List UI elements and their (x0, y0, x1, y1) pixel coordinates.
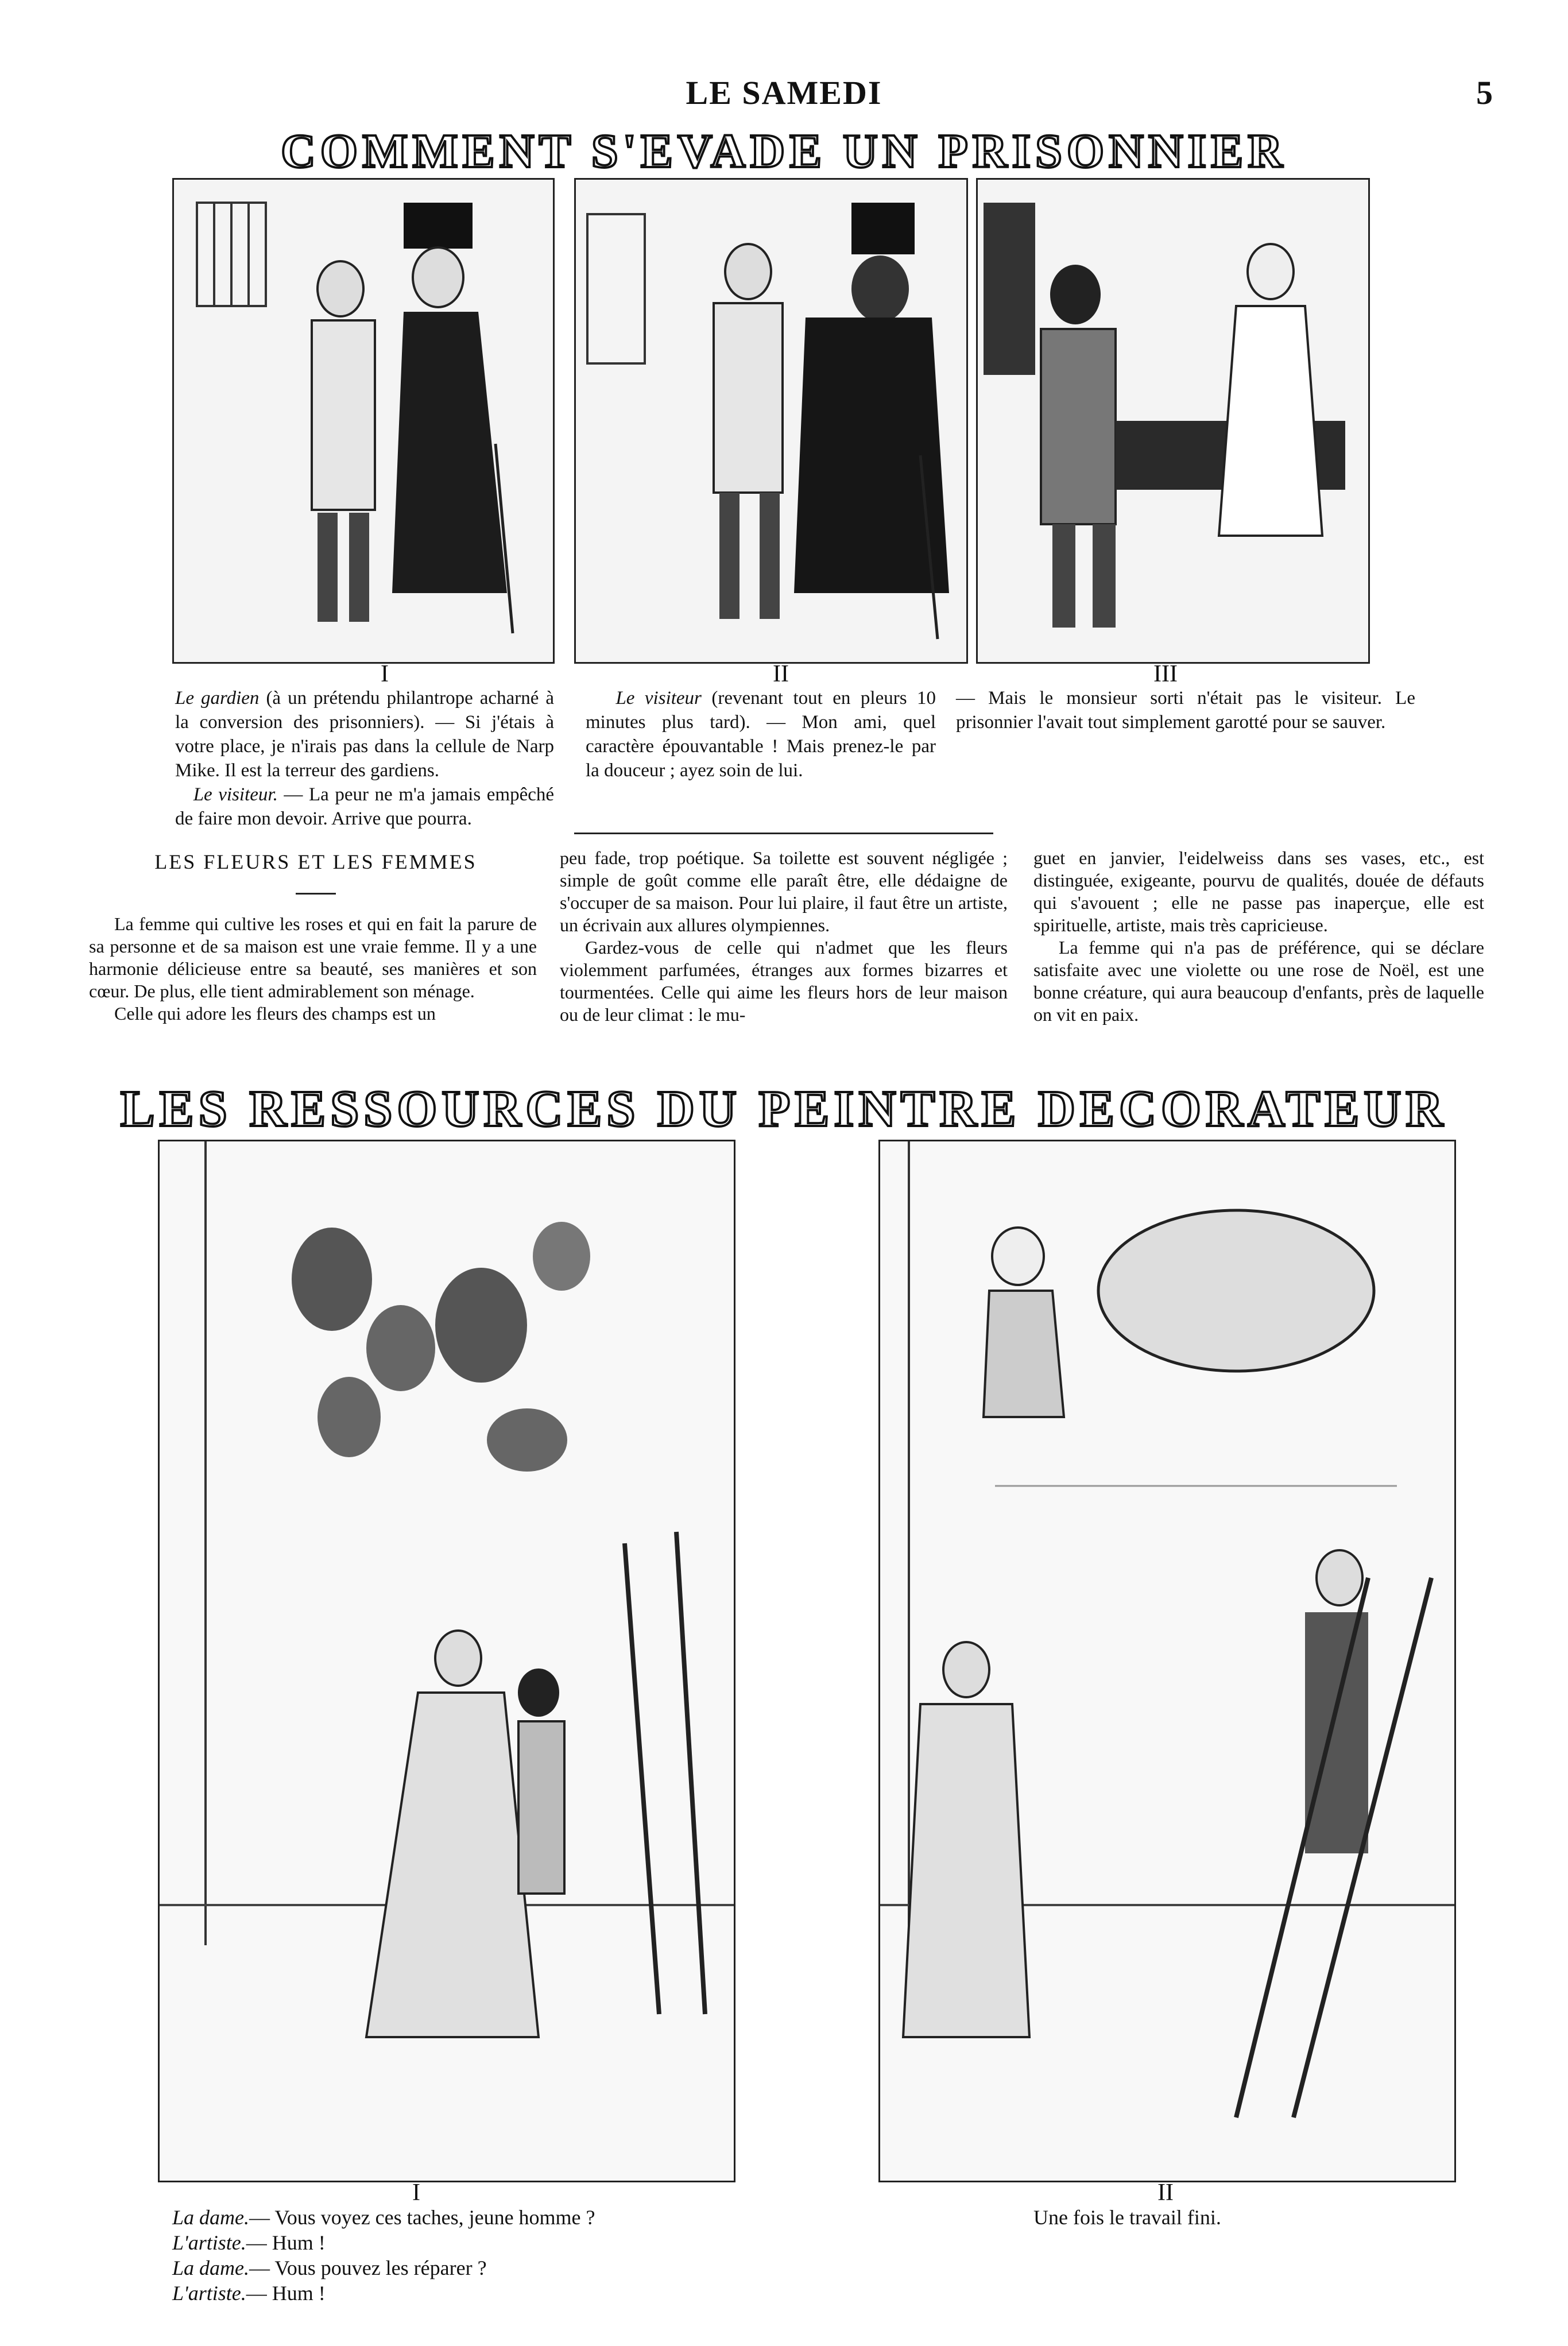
line-text: — Vous pouvez les réparer ? (249, 2256, 487, 2279)
strip1-caption-3 (956, 686, 1415, 734)
speaker-visiteur: Le visiteur (615, 688, 702, 709)
stained-wall-drawing (160, 1141, 734, 2181)
caption-text: — La peur ne m'a jamais empêché de faire mon devoir. Arrive que pourra. (175, 784, 555, 829)
strip2-panel-1-illustration (158, 1140, 735, 2182)
speaker-visiteur: Le visiteur. (193, 784, 278, 805)
masthead: LE SAMEDI (686, 74, 882, 111)
strip2-numeral-2: II (1157, 2179, 1174, 2206)
speaker: La dame. (172, 2206, 249, 2229)
paragraph: peu fade, trop poétique. Sa toilette est souvent négligée ; simple de goût comme elle paraît être, elle dédaigne de s'occuper de sa maison. Pour lui plaire, il faut être un artiste, un écrivain aux allures olympiennes. (560, 847, 1008, 935)
paragraph: La femme qui n'a pas de préférence, qui se déclare satisfaite avec une violette ou une rose de Noël, est une bonne créature, qui aura beaucoup d'enfants, près de laquelle on vit en paix. (1033, 937, 1484, 1025)
paragraph: Celle qui adore les fleurs des champs est un (114, 1003, 436, 1024)
article-column-2 (560, 847, 1008, 1026)
speaker: L'artiste. (172, 2282, 246, 2305)
speaker: La dame. (172, 2256, 249, 2279)
strip1-numeral-2: II (773, 661, 789, 687)
strip1-panel-1-illustration (172, 178, 555, 664)
strip1-caption-2 (586, 686, 936, 783)
title-rule (296, 893, 336, 895)
separator-rule (574, 833, 993, 834)
strip1-title: COMMENT S'EVADE UN PRISONNIER (281, 125, 1287, 178)
strip1-caption-1 (175, 686, 554, 831)
strip2-panel-2-illustration (878, 1140, 1456, 2182)
dialogue-line (172, 2255, 746, 2281)
paragraph: guet en janvier, l'eidelweiss dans ses vases, etc., est distinguée, exigeante, pourvu de qualités, douée de défauts qui s'avouent ; elle ne passe pas inaperçue, elle est spirituelle, artiste, mais très capricieuse. (1033, 847, 1484, 935)
dialogue-line (172, 2230, 746, 2255)
line-text: — Hum ! (246, 2231, 326, 2254)
article-title: LES FLEURS ET LES FEMMES (154, 850, 477, 873)
dialogue-line (172, 2281, 746, 2306)
guard-and-visitor-drawing (174, 180, 553, 662)
prisoner-escape-drawing (978, 180, 1368, 662)
dialogue-line (172, 2205, 746, 2230)
line-text: — Hum ! (246, 2282, 326, 2305)
caption-text: (revenant tout en pleurs 10 minutes plus tard). — Mon ami, quel caractère épouvantable ! Mais prenez-le par la douceur ; ayez soin de lui. (586, 688, 936, 781)
speaker-gardien: Le gardien (175, 688, 260, 709)
line-text: — Vous voyez ces taches, jeune homme ? (249, 2206, 595, 2229)
strip2-caption-1 (172, 2205, 746, 2306)
speaker: L'artiste. (172, 2231, 246, 2254)
strip2-title: LES RESSOURCES DU PEINTRE DECORATEUR (120, 1081, 1448, 1137)
article-column-3 (1033, 847, 1484, 1026)
strip2-numeral-1: I (412, 2179, 420, 2206)
paragraph: Gardez-vous de celle qui n'admet que les fleurs violemment parfumées, étranges aux formes bizarres et tourmentées. Celle qui aime les fleurs hors de leur maison ou de leur climat : le mu- (560, 937, 1008, 1025)
strip1-numeral-3: III (1153, 661, 1178, 687)
visitor-leaving-drawing (576, 180, 966, 662)
page-number: 5 (1476, 74, 1493, 111)
article-column-1 (89, 913, 537, 1025)
strip1-numeral-1: I (381, 661, 389, 687)
strip2-caption-2: Une fois le travail fini. (1033, 2206, 1221, 2229)
caption-text: — Mais le monsieur sorti n'était pas le visiteur. Le prisonnier l'avait tout simplement garotté pour se sauver. (956, 688, 1415, 733)
painted-scene-drawing (880, 1141, 1454, 2181)
paragraph: La femme qui cultive les roses et qui en fait la parure de sa personne et de sa maison est une vraie femme. Il y a une harmonie délicieuse entre sa beauté, ses manières et son cœur. De plus, elle tient admirablement son ménage. (89, 913, 537, 1001)
strip1-panel-2-illustration (574, 178, 968, 664)
strip1-panel-3-illustration (976, 178, 1370, 664)
caption-text: (à un prétendu philantrope acharné à la conversion des prisonniers). — Si j'étais à votre place, je n'irais pas dans la cellule de Narp Mike. Il est la terreur des gardiens. (175, 688, 555, 781)
